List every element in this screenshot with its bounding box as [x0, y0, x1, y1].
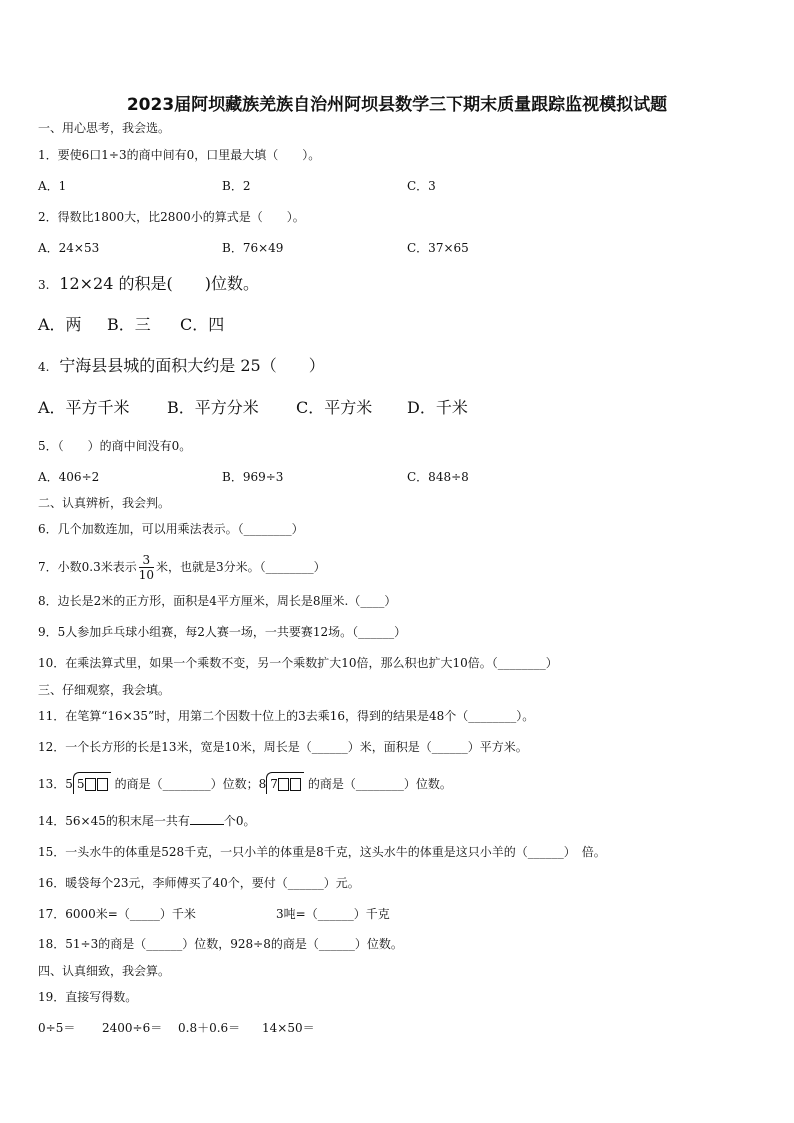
- question-13: [38, 772, 452, 794]
- question-8: 8．边长是2米的正方形，面积是4平方厘米，周长是8厘米.（____）: [38, 594, 397, 608]
- q13-text-2: 的商是（________）位数。: [307, 777, 452, 791]
- q13-long-division-2: [266, 772, 304, 794]
- question-19: 19．直接写得数。: [38, 990, 138, 1004]
- blank-box-icon: [85, 778, 96, 791]
- question-4: [38, 358, 325, 375]
- question-10: 10．在乘法算式里，如果一个乘数不变，另一个乘数扩大10倍，那么积也扩大10倍。（________）: [38, 656, 558, 670]
- section-2-heading: 二、认真辨析，我会判。: [38, 496, 171, 510]
- question-15: 15．一头水牛的体重是528千克，一只小羊的体重是8千克，这头水牛的体重是这只小羊的（______） 倍。: [38, 845, 606, 859]
- question-2: 2．得数比1800大，比2800小的算式是（ ）。: [38, 210, 305, 224]
- q4-number: 4.: [38, 360, 50, 374]
- question-11: 11．在笔算“16×35”时，用第二个因数十位上的3去乘16，得到的结果是48个（________）。: [38, 709, 535, 723]
- question-18: 18．51÷3的商是（______）位数，928÷8的商是（______）位数。: [38, 937, 403, 951]
- section-1-heading: 一、用心思考，我会选。: [38, 121, 171, 135]
- q13-number: 13．: [38, 777, 66, 791]
- question-17-a: 17．6000米=（_____）千米: [38, 907, 196, 921]
- question-1: 1．要使6口1÷3的商中间有0，口里最大填（ ）。: [38, 148, 321, 162]
- q13-long-division-1: [73, 772, 111, 794]
- calc-item-1: 0÷5＝: [38, 1021, 76, 1035]
- q1-option-b[interactable]: B．2: [222, 179, 251, 193]
- q4-option-b[interactable]: B．平方分米: [167, 398, 259, 417]
- q5-option-c[interactable]: C．848÷8: [407, 470, 469, 484]
- q1-option-c[interactable]: C．3: [407, 179, 436, 193]
- blank-box-icon: [97, 778, 108, 791]
- q7-fraction-numerator: 3: [139, 553, 154, 568]
- q3-option-c[interactable]: C．四: [180, 315, 225, 334]
- calc-item-3: 0.8＋0.6＝: [178, 1021, 241, 1035]
- q1-option-a[interactable]: A．1: [38, 179, 67, 193]
- page-title: 2023届阿坝藏族羌族自治州阿坝县数学三下期末质量跟踪监视模拟试题: [126, 95, 668, 115]
- q13-dividend-digit-1: 5: [76, 777, 85, 791]
- q3-number: 3.: [38, 278, 50, 292]
- question-5: 5．（ ）的商中间没有0。: [38, 439, 192, 453]
- q13-divisor-2: 8: [258, 777, 267, 791]
- blank-box-icon: [278, 778, 289, 791]
- q13-text-1: 的商是（________）位数；: [114, 777, 259, 791]
- question-12: 12．一个长方形的长是13米，宽是10米，周长是（______）米，面积是（______）平方米。: [38, 740, 528, 754]
- q2-option-c[interactable]: C．37×65: [407, 241, 469, 255]
- q13-dividend-digit-2: 7: [270, 777, 278, 791]
- q14-post: 个0。: [223, 814, 256, 828]
- question-9: 9．5人参加乒乓球小组赛，每2人赛一场，一共要赛12场。（______）: [38, 625, 407, 639]
- section-4-heading: 四、认真细致，我会算。: [38, 964, 171, 978]
- q2-option-a[interactable]: A．24×53: [38, 241, 100, 255]
- q4-option-c[interactable]: C．平方米: [296, 398, 373, 417]
- q3-option-a[interactable]: A．两: [38, 315, 82, 334]
- question-16: 16．暖袋每个23元，李师傅买了40个，要付（______）元。: [38, 876, 360, 890]
- question-6: 6．几个加数连加，可以用乘法表示。（________）: [38, 522, 304, 536]
- q7-post: 米，也就是3分米。（________）: [156, 560, 326, 574]
- q4-stem: 宁海县县城的面积大约是 25（ ）: [59, 356, 325, 375]
- q3-stem: 12×24 的积是( )位数。: [59, 274, 259, 293]
- question-3: [38, 276, 259, 293]
- section-3-heading: 三、仔细观察，我会填。: [38, 683, 171, 697]
- calc-item-4: 14×50＝: [262, 1021, 315, 1035]
- question-14: [38, 812, 256, 829]
- q3-option-b[interactable]: B．三: [107, 315, 151, 334]
- q7-fraction: [139, 553, 154, 582]
- q2-option-b[interactable]: B．76×49: [222, 241, 284, 255]
- q14-pre: 14．56×45的积末尾一共有: [38, 814, 190, 828]
- blank-box-icon: [290, 778, 301, 791]
- q4-option-a[interactable]: A．平方千米: [38, 398, 130, 417]
- question-7: [38, 551, 326, 583]
- q7-fraction-denominator: 10: [138, 568, 155, 582]
- q5-option-b[interactable]: B．969÷3: [222, 470, 284, 484]
- calc-item-2: 2400÷6＝: [102, 1021, 163, 1035]
- q4-option-d[interactable]: D．千米: [407, 398, 468, 417]
- q13-divisor-1: 5: [65, 777, 73, 791]
- q5-option-a[interactable]: A．406÷2: [38, 470, 100, 484]
- question-17-b: 3吨=（______）千克: [276, 907, 390, 921]
- q7-pre: 7．小数0.3米表示: [38, 560, 137, 574]
- q14-answer-blank[interactable]: [190, 812, 224, 825]
